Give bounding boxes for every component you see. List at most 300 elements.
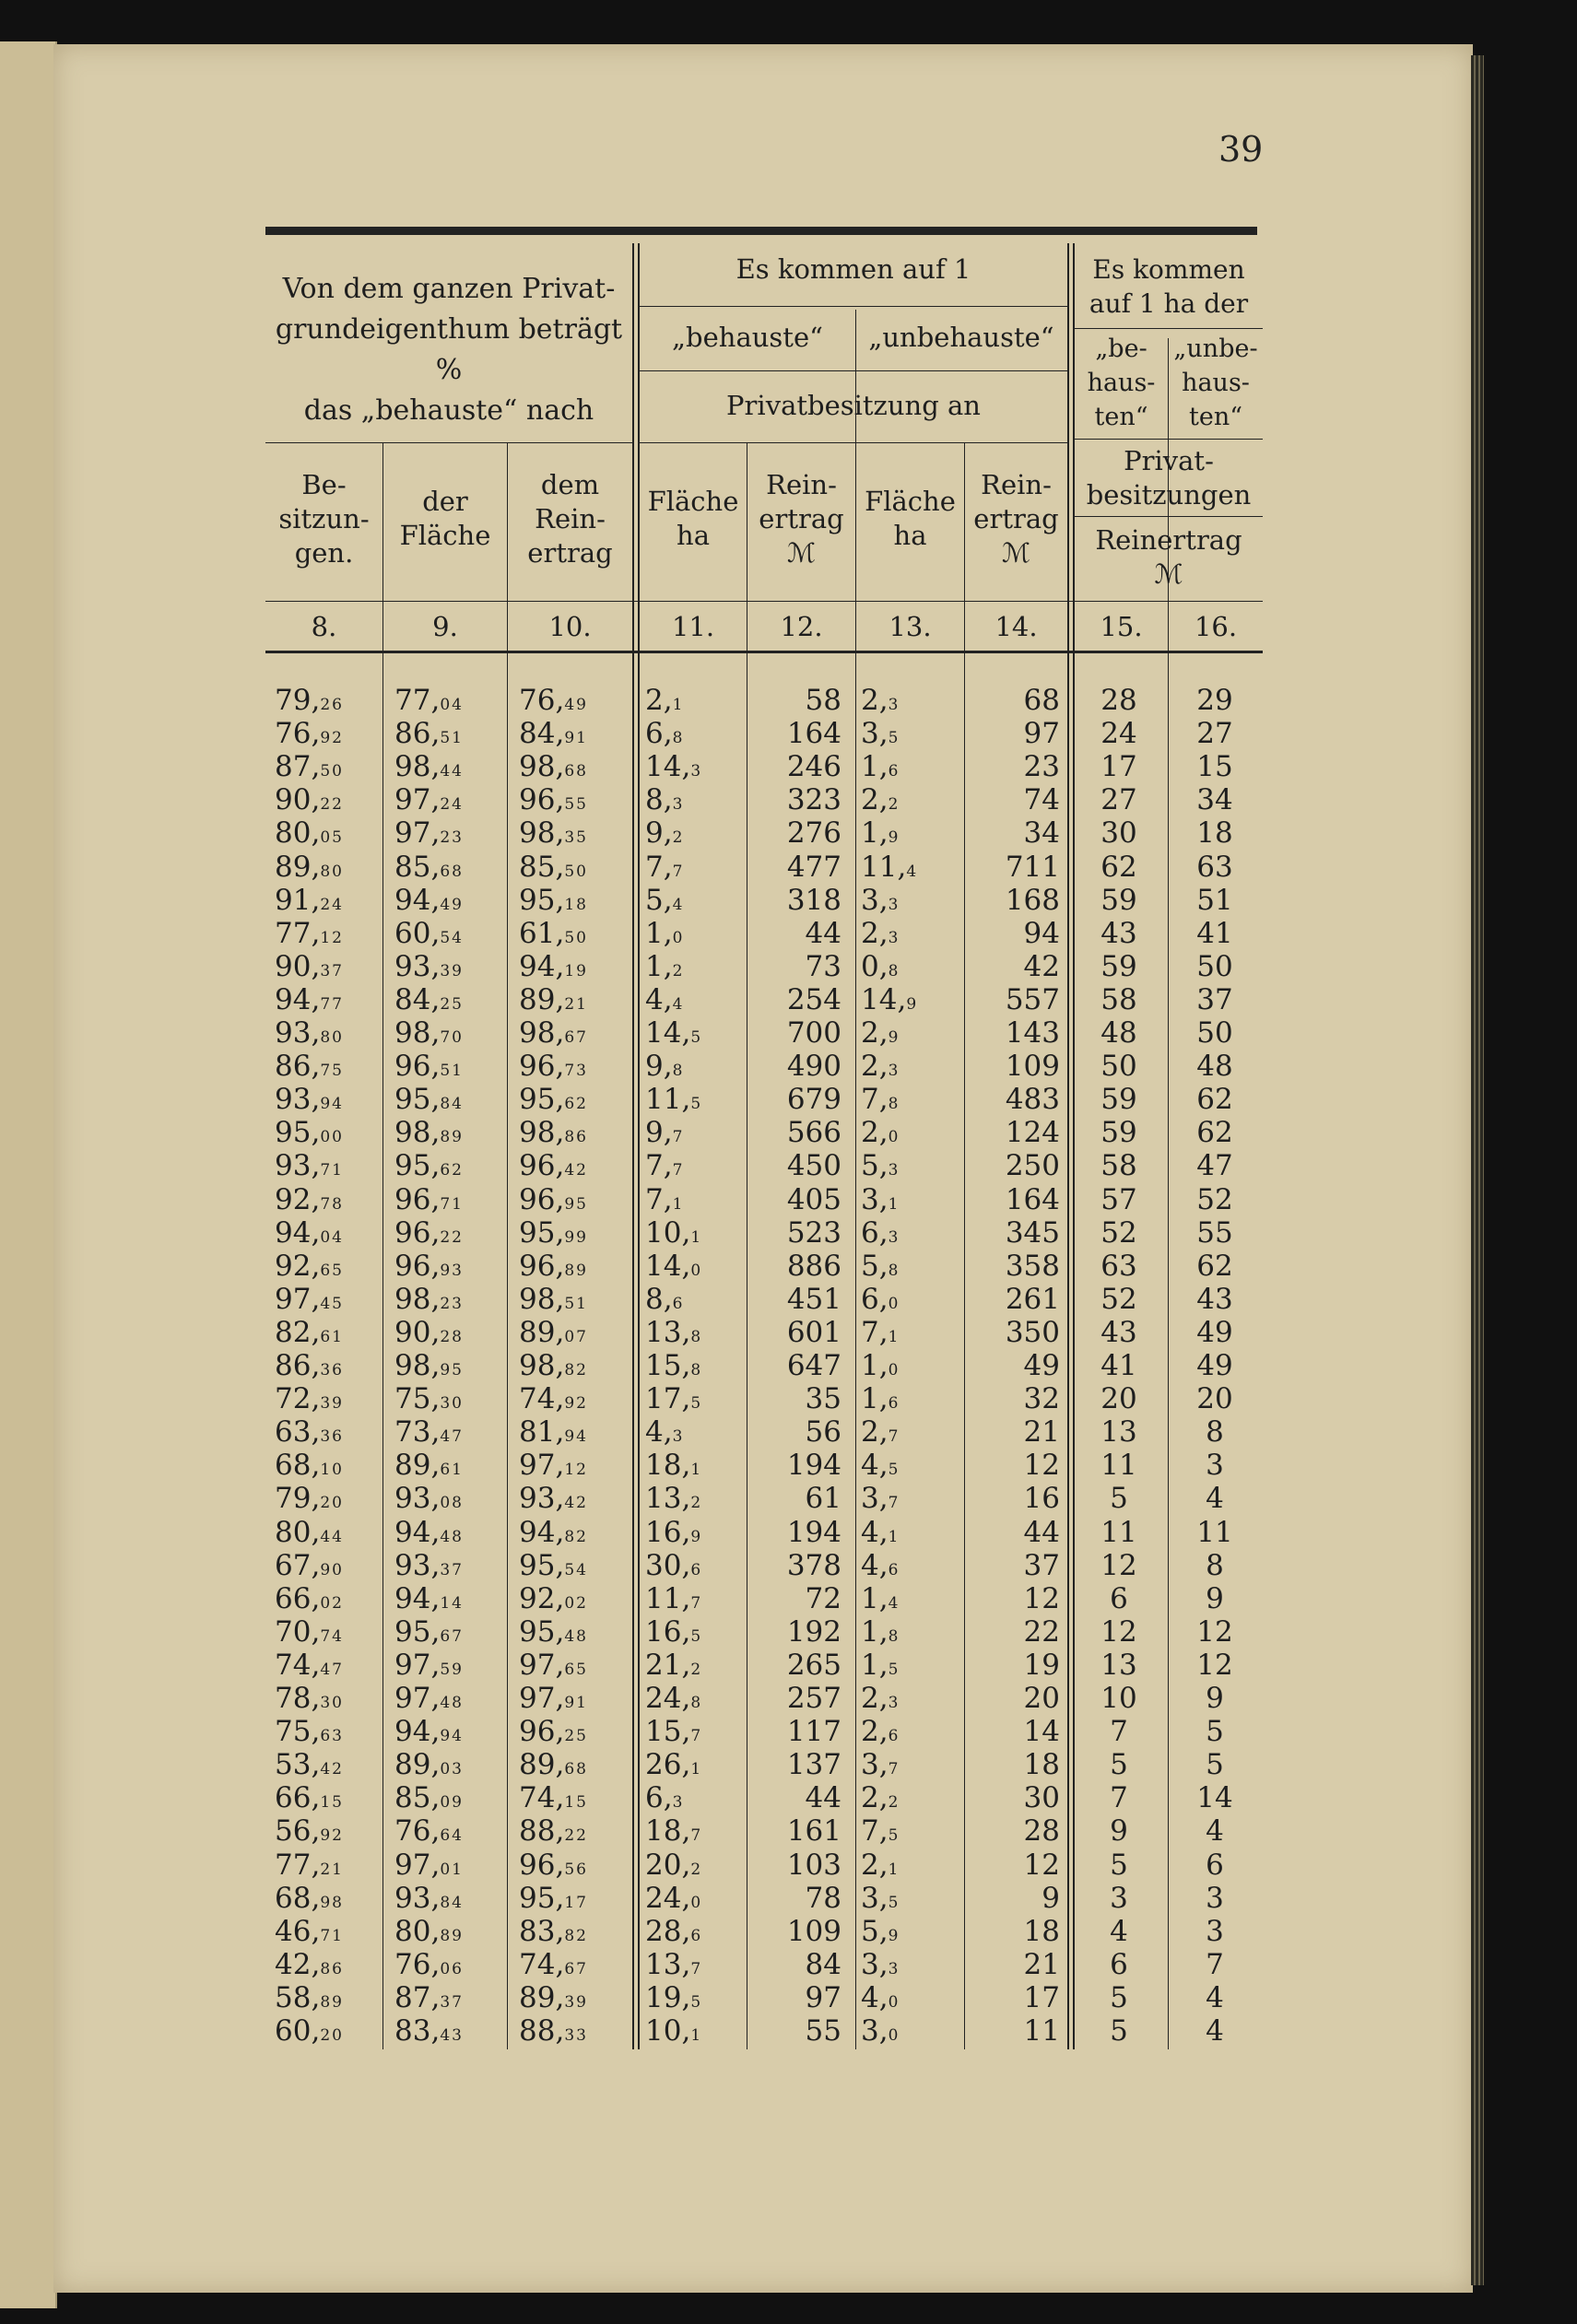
cell-col-15: 30 [1100, 816, 1137, 851]
cell-col-15: 13 [1100, 1415, 1137, 1450]
cell-col-10: 88,22 [519, 1814, 588, 1849]
cell-col-8: 46,71 [275, 1914, 344, 1948]
table-row [265, 1316, 1263, 1349]
cell-col-10: 96,56 [519, 1848, 588, 1882]
cell-col-11: 13,7 [645, 1947, 703, 1981]
cell-col-8: 53,42 [275, 1748, 344, 1782]
table-row [265, 1516, 1263, 1549]
table-row [265, 1715, 1263, 1748]
cell-col-14: 9 [1042, 1881, 1060, 1915]
cell-col-9: 75,30 [394, 1382, 464, 1416]
cell-col-8: 80,05 [275, 816, 344, 851]
table-row [265, 983, 1263, 1016]
cell-col-8: 74,47 [275, 1648, 344, 1682]
cell-col-12: 246 [786, 750, 841, 784]
cell-col-16: 47 [1196, 1149, 1233, 1183]
cell-col-9: 94,48 [394, 1515, 464, 1549]
cell-col-14: 12 [1023, 1848, 1060, 1882]
cell-col-14: 16 [1023, 1482, 1060, 1516]
cell-col-8: 90,37 [275, 949, 344, 983]
cell-col-10: 95,62 [519, 1083, 588, 1117]
cell-col-8: 66,02 [275, 1581, 344, 1615]
cell-col-16: 8 [1206, 1415, 1224, 1450]
table-row [265, 1183, 1263, 1216]
cell-col-12: 137 [786, 1748, 841, 1782]
cell-col-8: 86,36 [275, 1349, 344, 1382]
cell-col-15: 41 [1100, 1349, 1137, 1382]
cell-col-9: 96,71 [394, 1182, 464, 1216]
cell-col-16: 5 [1206, 1715, 1224, 1749]
cell-col-15: 43 [1100, 1315, 1137, 1349]
table-row [265, 1116, 1263, 1149]
cell-col-12: 276 [786, 816, 841, 851]
cell-col-14: 711 [1005, 850, 1060, 884]
table-row [265, 1083, 1263, 1116]
cell-col-15: 5 [1110, 1848, 1128, 1882]
cell-col-15: 7 [1110, 1781, 1128, 1815]
col-number-8: 8. [311, 611, 337, 642]
top-rule [265, 227, 1257, 235]
cell-col-16: 27 [1196, 717, 1233, 751]
col-number-15: 15. [1100, 611, 1143, 642]
cell-col-8: 90,22 [275, 783, 344, 817]
cell-col-11: 5,4 [645, 883, 685, 917]
cell-col-9: 76,64 [394, 1814, 464, 1849]
cell-col-13: 3,1 [861, 1182, 900, 1216]
cell-col-16: 43 [1196, 1282, 1233, 1316]
cell-col-16: 34 [1196, 783, 1233, 817]
cell-col-12: 194 [786, 1515, 841, 1549]
cell-col-9: 94,49 [394, 883, 464, 917]
cell-col-13: 3,7 [861, 1748, 900, 1782]
cell-col-8: 58,89 [275, 1980, 344, 2014]
cell-col-13: 1,8 [861, 1614, 900, 1649]
cell-col-8: 93,80 [275, 1016, 344, 1050]
subrule-g3a [1075, 328, 1263, 329]
cell-col-10: 89,39 [519, 1980, 588, 2014]
cell-col-15: 52 [1100, 1215, 1137, 1250]
cell-col-8: 75,63 [275, 1715, 344, 1749]
cell-col-8: 86,75 [275, 1050, 344, 1084]
cell-col-12: 679 [786, 1083, 841, 1117]
cell-col-10: 98,68 [519, 750, 588, 784]
col-number-11: 11. [671, 611, 715, 642]
cell-col-14: 124 [1005, 1116, 1060, 1150]
page-stack-edge [1471, 55, 1484, 2285]
cell-col-13: 2,1 [861, 1848, 900, 1882]
cell-col-13: 3,3 [861, 1947, 900, 1981]
cell-col-13: 1,0 [861, 1349, 900, 1382]
cell-col-12: 35 [805, 1382, 841, 1416]
cell-col-8: 89,80 [275, 850, 344, 884]
cell-col-13: 2,3 [861, 684, 900, 717]
cell-col-11: 7,7 [645, 1149, 685, 1183]
cell-col-8: 87,50 [275, 750, 344, 784]
cell-col-16: 6 [1206, 1848, 1224, 1882]
table-row [265, 783, 1263, 816]
cell-col-11: 16,9 [645, 1515, 703, 1549]
cell-col-8: 94,77 [275, 982, 344, 1016]
table-row [265, 1216, 1263, 1250]
cell-col-12: 72 [805, 1581, 841, 1615]
cell-col-10: 85,50 [519, 850, 588, 884]
cell-col-10: 97,65 [519, 1648, 588, 1682]
cell-col-10: 96,89 [519, 1249, 588, 1283]
cell-col-15: 11 [1100, 1449, 1137, 1483]
cell-col-14: 97 [1023, 717, 1060, 751]
cell-col-16: 29 [1196, 684, 1233, 717]
cell-col-11: 17,5 [645, 1382, 703, 1416]
cell-col-13: 5,3 [861, 1149, 900, 1183]
cell-col-11: 8,3 [645, 783, 685, 817]
cell-col-13: 5,9 [861, 1914, 900, 1948]
table-row [265, 1349, 1263, 1382]
cell-col-13: 3,3 [861, 883, 900, 917]
cell-col-12: 490 [786, 1050, 841, 1084]
cell-col-10: 94,82 [519, 1515, 588, 1549]
cell-col-13: 7,1 [861, 1315, 900, 1349]
cell-col-9: 95,62 [394, 1149, 464, 1183]
col-label-9: der Fläche [399, 486, 491, 551]
cell-col-12: 405 [786, 1182, 841, 1216]
cell-col-15: 13 [1100, 1648, 1137, 1682]
cell-col-13: 1,4 [861, 1581, 900, 1615]
cell-col-13: 4,1 [861, 1515, 900, 1549]
cell-col-11: 1,0 [645, 916, 685, 950]
cell-col-14: 350 [1005, 1315, 1060, 1349]
cell-col-14: 12 [1023, 1449, 1060, 1483]
cell-col-10: 95,54 [519, 1548, 588, 1582]
cell-col-9: 93,37 [394, 1548, 464, 1582]
cell-col-11: 2,1 [645, 684, 685, 717]
cell-col-16: 62 [1196, 1083, 1233, 1117]
cell-col-13: 1,6 [861, 1382, 900, 1416]
table-row [265, 1016, 1263, 1050]
cell-col-12: 44 [805, 1781, 841, 1815]
cell-col-9: 93,39 [394, 949, 464, 983]
col-number-9: 9. [432, 611, 458, 642]
cell-col-9: 95,84 [394, 1083, 464, 1117]
table-row [265, 917, 1263, 950]
cell-col-15: 59 [1100, 949, 1137, 983]
cell-col-16: 49 [1196, 1349, 1233, 1382]
cell-col-8: 67,90 [275, 1548, 344, 1582]
cell-col-12: 58 [805, 684, 841, 717]
col-number-12: 12. [780, 611, 823, 642]
cell-col-16: 3 [1206, 1881, 1224, 1915]
cell-col-13: 3,0 [861, 2014, 900, 2048]
cell-col-9: 97,23 [394, 816, 464, 851]
cell-col-9: 98,70 [394, 1016, 464, 1050]
cell-col-8: 92,78 [275, 1182, 344, 1216]
cell-col-8: 68,10 [275, 1449, 344, 1483]
table-row [265, 1882, 1263, 1915]
cell-col-14: 74 [1023, 783, 1060, 817]
cell-col-11: 28,6 [645, 1914, 703, 1948]
cell-col-10: 97,91 [519, 1682, 588, 1715]
header-group-1: Von dem ganzen Privat- grundeigenthum beträgt % das „behauste“ nach [275, 273, 623, 427]
table-row [265, 1415, 1263, 1449]
cell-col-13: 2,3 [861, 1682, 900, 1715]
cell-col-9: 98,23 [394, 1282, 464, 1316]
cell-col-10: 89,68 [519, 1748, 588, 1782]
cell-col-10: 94,19 [519, 949, 588, 983]
cell-col-8: 93,71 [275, 1149, 344, 1183]
cell-col-15: 59 [1100, 883, 1137, 917]
cell-col-13: 14,9 [861, 982, 919, 1016]
cell-col-16: 37 [1196, 982, 1233, 1016]
col-label-11: Fläche ha [647, 486, 739, 551]
cell-col-10: 74,67 [519, 1947, 588, 1981]
cell-col-11: 14,0 [645, 1249, 703, 1283]
cell-col-12: 323 [786, 783, 841, 817]
cell-col-10: 97,12 [519, 1449, 588, 1483]
table-row [265, 1849, 1263, 1882]
cell-col-15: 59 [1100, 1116, 1137, 1150]
cell-col-16: 12 [1196, 1614, 1233, 1649]
cell-col-16: 15 [1196, 750, 1233, 784]
col-number-16: 16. [1194, 611, 1238, 642]
cell-col-12: 103 [786, 1848, 841, 1882]
cell-col-15: 6 [1110, 1581, 1128, 1615]
cell-col-10: 95,99 [519, 1215, 588, 1250]
cell-col-14: 261 [1005, 1282, 1060, 1316]
table-row [265, 1915, 1263, 1948]
col-label-14: Rein- ertrag ℳ [973, 469, 1059, 569]
table-row [265, 717, 1263, 750]
cell-col-13: 3,7 [861, 1482, 900, 1516]
cell-col-8: 80,44 [275, 1515, 344, 1549]
cell-col-10: 95,48 [519, 1614, 588, 1649]
cell-col-15: 5 [1110, 2014, 1128, 2048]
cell-col-15: 63 [1100, 1249, 1137, 1283]
cell-col-16: 3 [1206, 1449, 1224, 1483]
cell-col-14: 44 [1023, 1515, 1060, 1549]
cell-col-15: 5 [1110, 1482, 1128, 1516]
cell-col-13: 2,3 [861, 1050, 900, 1084]
cell-col-15: 11 [1100, 1515, 1137, 1549]
table-row [265, 1781, 1263, 1814]
cell-col-13: 1,9 [861, 816, 900, 851]
cell-col-13: 2,2 [861, 783, 900, 817]
header-be-hausten: „be- haus- ten“ [1087, 335, 1156, 431]
cell-col-15: 27 [1100, 783, 1137, 817]
cell-col-11: 1,2 [645, 949, 685, 983]
cell-col-11: 4,4 [645, 982, 685, 1016]
col-number-13: 13. [889, 611, 932, 642]
cell-col-8: 91,24 [275, 883, 344, 917]
cell-col-12: 523 [786, 1215, 841, 1250]
cell-col-11: 26,1 [645, 1748, 703, 1782]
cell-col-15: 28 [1100, 684, 1137, 717]
cell-col-14: 30 [1023, 1781, 1060, 1815]
cell-col-11: 10,1 [645, 2014, 703, 2048]
cell-col-13: 1,5 [861, 1648, 900, 1682]
cell-col-16: 52 [1196, 1182, 1233, 1216]
table-row [265, 1149, 1263, 1182]
cell-col-15: 12 [1100, 1614, 1137, 1649]
cell-col-15: 7 [1110, 1715, 1128, 1749]
cell-col-10: 88,33 [519, 2014, 588, 2048]
cell-col-16: 51 [1196, 883, 1233, 917]
cell-col-15: 6 [1110, 1947, 1128, 1981]
cell-col-14: 11 [1023, 2014, 1060, 2048]
cell-col-8: 72,39 [275, 1382, 344, 1416]
cell-col-13: 4,0 [861, 1980, 900, 2014]
cell-col-11: 24,0 [645, 1881, 703, 1915]
cell-col-14: 168 [1005, 883, 1060, 917]
cell-col-8: 66,15 [275, 1781, 344, 1815]
cell-col-9: 60,54 [394, 916, 464, 950]
cell-col-15: 58 [1100, 1149, 1137, 1183]
cell-col-13: 2,0 [861, 1116, 900, 1150]
cell-col-14: 23 [1023, 750, 1060, 784]
cell-col-10: 98,82 [519, 1349, 588, 1382]
cell-col-9: 94,14 [394, 1581, 464, 1615]
cell-col-14: 21 [1023, 1947, 1060, 1981]
table-row [265, 1615, 1263, 1649]
cell-col-16: 50 [1196, 949, 1233, 983]
cell-col-13: 7,8 [861, 1083, 900, 1117]
cell-col-8: 79,26 [275, 684, 344, 717]
page-number: 39 [1218, 129, 1264, 170]
cell-col-8: 56,92 [275, 1814, 344, 1849]
table-row [265, 1382, 1263, 1415]
cell-col-14: 94 [1023, 916, 1060, 950]
table-row [265, 1649, 1263, 1682]
table-row [265, 2014, 1263, 2048]
cell-col-10: 98,51 [519, 1282, 588, 1316]
subrule-g3b [1075, 439, 1263, 440]
cell-col-12: 886 [786, 1249, 841, 1283]
cell-col-14: 28 [1023, 1814, 1060, 1849]
cell-col-16: 12 [1196, 1648, 1233, 1682]
cell-col-13: 2,2 [861, 1781, 900, 1815]
cell-col-9: 89,61 [394, 1449, 464, 1483]
cell-col-13: 6,0 [861, 1282, 900, 1316]
cell-col-12: 318 [786, 883, 841, 917]
table-row [265, 1050, 1263, 1083]
cell-col-11: 6,8 [645, 717, 685, 751]
cell-col-10: 96,73 [519, 1050, 588, 1084]
cell-col-14: 12 [1023, 1581, 1060, 1615]
cell-col-8: 79,20 [275, 1482, 344, 1516]
cell-col-11: 13,2 [645, 1482, 703, 1516]
statistics-table [265, 223, 1263, 2066]
cell-col-11: 19,5 [645, 1980, 703, 2014]
cell-col-9: 84,25 [394, 982, 464, 1016]
cell-col-14: 250 [1005, 1149, 1060, 1183]
cell-col-12: 192 [786, 1614, 841, 1649]
cell-col-15: 58 [1100, 982, 1137, 1016]
cell-col-16: 4 [1206, 2014, 1224, 2048]
cell-col-13: 1,6 [861, 750, 900, 784]
col-label-13: Fläche ha [865, 486, 956, 551]
cell-col-11: 8,6 [645, 1282, 685, 1316]
cell-col-14: 483 [1005, 1083, 1060, 1117]
cell-col-9: 97,24 [394, 783, 464, 817]
cell-col-16: 62 [1196, 1116, 1233, 1150]
cell-col-15: 59 [1100, 1083, 1137, 1117]
col-label-12: Rein- ertrag ℳ [759, 469, 844, 569]
cell-col-13: 2,3 [861, 916, 900, 950]
cell-col-12: 378 [786, 1548, 841, 1582]
cell-col-10: 83,82 [519, 1914, 588, 1948]
cell-col-8: 63,36 [275, 1415, 344, 1450]
cell-col-11: 7,1 [645, 1182, 685, 1216]
cell-col-10: 96,25 [519, 1715, 588, 1749]
table-row [265, 884, 1263, 917]
cell-col-9: 85,68 [394, 850, 464, 884]
cell-col-14: 19 [1023, 1648, 1060, 1682]
cell-col-11: 6,3 [645, 1781, 685, 1815]
cell-col-10: 89,07 [519, 1315, 588, 1349]
cell-col-16: 9 [1206, 1682, 1224, 1715]
cell-col-16: 4 [1206, 1814, 1224, 1849]
cell-col-15: 48 [1100, 1016, 1137, 1050]
cell-col-9: 93,08 [394, 1482, 464, 1516]
cell-col-9: 83,43 [394, 2014, 464, 2048]
cell-col-10: 76,49 [519, 684, 588, 717]
cell-col-15: 62 [1100, 850, 1137, 884]
cell-col-16: 20 [1196, 1382, 1233, 1416]
cell-col-14: 18 [1023, 1914, 1060, 1948]
cell-col-8: 77,12 [275, 916, 344, 950]
cell-col-12: 73 [805, 949, 841, 983]
cell-col-13: 3,5 [861, 1881, 900, 1915]
subrule-g3c [1075, 516, 1263, 517]
table-row [265, 1449, 1263, 1482]
cell-col-13: 2,7 [861, 1415, 900, 1450]
cell-col-10: 95,18 [519, 883, 588, 917]
cell-col-15: 43 [1100, 916, 1137, 950]
cell-col-15: 20 [1100, 1382, 1137, 1416]
cell-col-8: 95,00 [275, 1116, 344, 1150]
cell-col-11: 24,8 [645, 1682, 703, 1715]
cell-col-10: 98,35 [519, 816, 588, 851]
cell-col-10: 95,17 [519, 1881, 588, 1915]
cell-col-13: 2,6 [861, 1715, 900, 1749]
cell-col-10: 98,86 [519, 1116, 588, 1150]
cell-col-10: 81,94 [519, 1415, 588, 1450]
cell-col-15: 4 [1110, 1914, 1128, 1948]
cell-col-16: 63 [1196, 850, 1233, 884]
cell-col-11: 7,7 [645, 850, 685, 884]
cell-col-13: 4,5 [861, 1449, 900, 1483]
cell-col-10: 96,95 [519, 1182, 588, 1216]
cell-col-11: 18,7 [645, 1814, 703, 1849]
cell-col-11: 30,6 [645, 1548, 703, 1582]
table-row [265, 1682, 1263, 1715]
table-row [265, 816, 1263, 850]
cell-col-14: 18 [1023, 1748, 1060, 1782]
cell-col-12: 566 [786, 1116, 841, 1150]
subrule-g2c [640, 442, 1067, 443]
cell-col-10: 92,02 [519, 1581, 588, 1615]
table-row [265, 684, 1263, 717]
cell-col-15: 57 [1100, 1182, 1137, 1216]
cell-col-11: 15,8 [645, 1349, 703, 1382]
cell-col-14: 42 [1023, 949, 1060, 983]
cell-col-12: 109 [786, 1914, 841, 1948]
cell-col-9: 96,51 [394, 1050, 464, 1084]
cell-col-8: 82,61 [275, 1315, 344, 1349]
cell-col-11: 9,7 [645, 1116, 685, 1150]
cell-col-14: 22 [1023, 1614, 1060, 1649]
cell-col-14: 109 [1005, 1050, 1060, 1084]
cell-col-10: 89,21 [519, 982, 588, 1016]
cell-col-15: 17 [1100, 750, 1137, 784]
